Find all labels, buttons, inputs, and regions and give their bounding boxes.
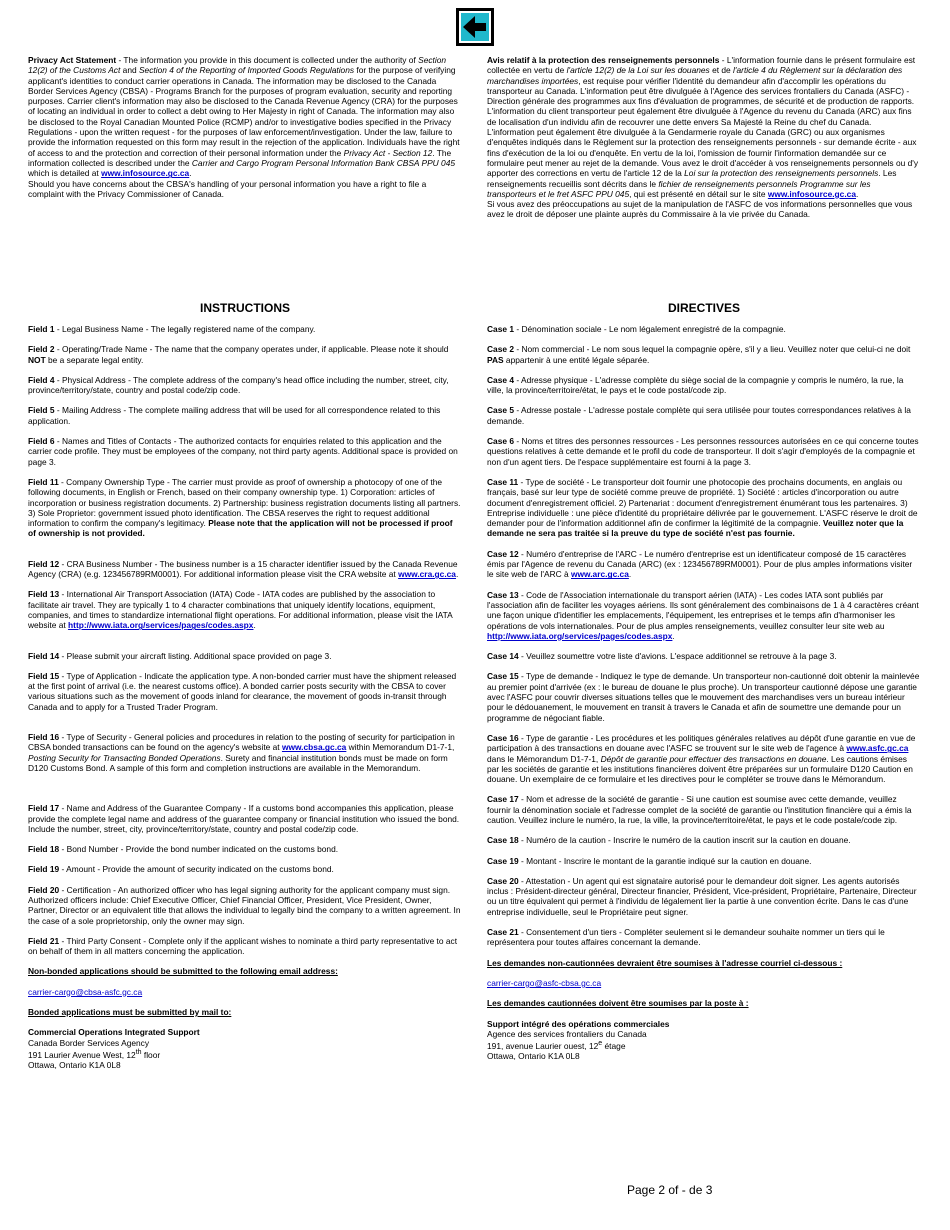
field-label: Case 15 [487, 671, 519, 682]
submission-email-entry [28, 987, 462, 997]
field-label: Field 16 [28, 732, 60, 743]
field-1-entry [487, 324, 921, 334]
privacy-text: . [855, 188, 859, 199]
field-text: - Nom commercial - Le nom sous lequel la compagnie opère, s'il y a lieu. Veuillez noter que celui-ci ne doit [514, 344, 911, 355]
field-label: Case 13 [487, 589, 519, 600]
field-label: Field 12 [28, 558, 60, 569]
field-text: - Please submit your aircraft listing. Additional space provided on page 3. [59, 650, 332, 661]
field-label: Case 6 [487, 436, 515, 447]
field-18-entry [487, 835, 921, 845]
field-text: . Les cautions émises par les sociétés de garantie et les institutions financières doivent être préparées sur un formulaire D120 Caution en douane. Un exemplaire de ce formulaire et les directives pour le compléter se trouve dans le Mémorandum. [487, 753, 913, 785]
field-16-entry [487, 733, 921, 784]
field-label: Field 6 [28, 436, 55, 447]
field-15-entry [28, 671, 462, 712]
field-label: Field 14 [28, 650, 60, 661]
field-20-entry [28, 885, 462, 926]
field-label: Field 18 [28, 844, 60, 855]
field-label: Field 15 [28, 670, 60, 681]
privacy-title: Privacy Act Statement [28, 55, 117, 65]
privacy-citation: Carrier and Cargo Program Personal Information Bank CBSA PPU 045 [191, 157, 456, 168]
field-4-entry [28, 375, 462, 396]
field-label: Case 16 [487, 732, 519, 743]
field-label: Case 2 [487, 344, 515, 355]
field-text: - Dénomination sociale - Le nom légalement enregistré de la compagnie. [514, 324, 786, 334]
field-text: - Name and Address of the Guarantee Company - If a customs bond accompanies this application, please provide the complete legal name and address of the guarantee company or financial institution who issued the bond. Include the number, street, city, province/territory/state, country and postal code/zip code. [28, 803, 460, 834]
field-text: . Surety and financial institution bonds must be made on form D120 Customs Bond. A sample of this form and completion instructions are available in the Memorandum. [28, 752, 448, 773]
instructions-heading: INSTRUCTIONS [200, 301, 290, 315]
field-1-entry [28, 324, 462, 334]
address-line: Agence des services frontaliers du Canada [487, 1028, 647, 1039]
privacy-text: et de [709, 65, 734, 76]
field-text: . [628, 569, 632, 580]
field-text: . [253, 620, 256, 631]
privacy-text: , est requise pour vérifier l'identité du demandeur afin d'accomplir les opérations du transporteur au Canada. L'information peut être divulguée à l'Agence des services frontaliers du Canada (ASFC) - Direction générale des programmes aux fins d'évaluation de programmes, de sécurité et de production de rapports. L'information du client transporteur peut également être divulguée à l'Agence du revenu du Canada (ARC) aux fins de localisation d'un individu afin de recouvrer une dette envers Sa Majesté la Reine du chef du Canada. L'information peut également être divulguée à la Gendarmerie royale du Canada (GRC) ou aux organismes d'enquêtes indiqués dans le Règlement sur la protection des renseignements personnels - sur demande écrite - aux fins d'exécution de la loi ou d'enquête. En vertu de la loi, l'omission de fournir l'information demandée sur ce formulaire peut mener au rejet de la demande. Vous avez le droit d'accéder à vos renseignements personnels ou d'y apporter des corrections en vertu de l'article 12 de la [487, 75, 919, 179]
field-21-entry [487, 927, 921, 948]
iata-link[interactable]: http://www.iata.org/services/pages/codes.aspx [68, 620, 254, 631]
mailing-address [487, 1019, 921, 1062]
page-number: Page 2 of - de 3 [627, 1183, 713, 1197]
privacy-citation: Section 12(2) of the Customs Act [28, 55, 447, 76]
mailing-address [28, 1027, 462, 1070]
field-text: - Type de société - Le transporteur doit fournir une photocopie des prochains documents, en anglais ou français, basé sur leur type de société comme preuve de propriété. 1) Société : articles d'incorporation ou autre document d'enregistrement officiel. 2) Partenariat : document d'enregistrement énumérant tous les partenaires. 3) Entreprise individuelle : une pièce d'identité du propriétaire délivrée par le gouvernement. L'ASFC réserve le droit de demander pour de l'information additionnel afin de confirmer la légitimité de la compagnie. [487, 476, 918, 529]
field-12-entry [28, 559, 462, 580]
bonded-heading: Bonded applications must be submitted by mail to: [28, 1007, 232, 1018]
arrow-left-icon [462, 14, 488, 40]
address-line: Ottawa, Ontario K1A 0L8 [28, 1060, 121, 1071]
field-text: - Attestation - Un agent qui est signataire autorisé pour le demandeur doit signer. Les agents autorisés inclus : Président-directeur général, Directeur financier, Président, Vice-président, Propriétaire, Partenaire, Directeur ou un titre équivalent qui permet à l'individu de légalement lier la partie à une convention écrite. Dans le cas d'une entreprise individuelle, seul le Propriétaire peut signer. [487, 875, 917, 917]
field-text: - Operating/Trade Name - The name that the company operates under, if applicable. Please note it should [54, 344, 449, 355]
field-text: be a separate legal entity. [45, 354, 144, 365]
field-text: - Physical Address - The complete address of the company's head office including the number, street, city, province/territory/state, country and postal code/zip code. [28, 374, 449, 396]
field-21-entry [28, 936, 462, 957]
field-label: Field 17 [28, 803, 60, 814]
field-text: - Type de demande - Indiquez le type de demande. Un transporteur non-cautionné doit obtenir la mainlevée au premier point d'arrivée (ex : le bureau de douane le plus proche). Un transporteur cautionné dépose une garantie avec l'ASFC pour couvrir diverses situations telles que le mouvement des marchandises vers un bureau intérieur pour le dédouanement, le mouvement en transit à travers le Canada et afin de soumettre une demande pour un programme de négociant fiable. [487, 671, 920, 723]
field-17-entry [487, 794, 921, 825]
field-text: - Type de garantie - Les procédures et les politiques générales relatives au dépôt d'une garantie en vue de participation à des transactions en douane avec l'ASFC se trouvent sur le site web de l'agence à [487, 732, 916, 754]
address-line: floor [141, 1049, 161, 1060]
field-label: Case 5 [487, 405, 515, 416]
field-label: Case 4 [487, 374, 515, 385]
field-11-entry [28, 477, 462, 539]
privacy-complaint: Si vous avez des préoccupations au sujet de la manipulation de l'ASFC de vos informations personnelles que vous avez le droit de déposer une plainte auprès du Commissaire à la vie privée du Canada. [487, 199, 913, 220]
privacy-text: . The information collected is described under the [28, 147, 452, 168]
privacy-citation: l'article 12(2) de la Loi sur les douanes [566, 65, 710, 76]
privacy-citation: fichier de renseignements personnels Programme sur les transporteurs et le fret ASFC PPU 045 [487, 178, 871, 199]
field-emphasis: NOT [28, 354, 46, 365]
memorandum-title: Posting Security for Transacting Bonded Operations [28, 752, 221, 763]
back-button-face [461, 13, 489, 41]
field-text: within Memorandum D1-7-1, [346, 742, 455, 753]
field-text: dans le Mémorandum D1-7-1, [487, 753, 601, 764]
privacy-citation: Privacy Act - Section 12 [343, 147, 433, 158]
field-label: Field 21 [28, 935, 60, 946]
field-13-entry [28, 589, 462, 630]
infosource-link[interactable]: www.infosource.gc.ca [101, 168, 190, 179]
address-name: Support intégré des opérations commerciales [487, 1018, 670, 1029]
privacy-text: and [120, 65, 139, 76]
instructions-en [28, 324, 462, 1070]
privacy-citation: Section 4 of the Reporting of Imported Goods Regulations [138, 65, 355, 76]
field-label: Case 18 [487, 835, 519, 846]
address-line: étage [602, 1040, 626, 1051]
field-label: Case 17 [487, 794, 519, 805]
field-text: - Bond Number - Provide the bond number indicated on the customs bond. [59, 844, 339, 855]
field-4-entry [487, 375, 921, 396]
field-text: - CRA Business Number - The business number is a 15 character identifier issued by the Canada Revenue Agency (CRA) (e.g. 123456789RM0001). For additional information please visit the CRA website at [28, 558, 458, 580]
field-20-entry [487, 876, 921, 917]
nonbonded-heading: Les demandes non-cautionnées devraient être soumises à l'adresse courriel ci-dessous : [487, 957, 843, 968]
field-label: Case 20 [487, 875, 519, 886]
privacy-complaint: Should you have concerns about the CBSA's handling of your personal information you have a right to file a complaint with the Privacy Commissioner of Canada. [28, 178, 427, 199]
privacy-text: . Les renseignements recueillis sont décrits dans le [487, 168, 897, 189]
field-6-entry [28, 436, 462, 467]
privacy-statement-en [28, 55, 462, 199]
bonded-heading: Les demandes cautionnées doivent être soumises par la poste à : [487, 998, 749, 1009]
field-emphasis: Veuillez noter que la demande ne sera pas traitée si la preuve du type de société n'est pas fournie. [487, 518, 904, 539]
field-text: - Numéro de la caution - Inscrire le numéro de la caution inscrit sur la caution en douane. [518, 835, 851, 846]
memorandum-title: Dépôt de garantie pour effectuer des transactions en douane [600, 753, 827, 764]
field-2-entry [487, 344, 921, 365]
instructions-fr [487, 324, 921, 1062]
field-5-entry [28, 405, 462, 426]
field-16-entry [28, 732, 462, 773]
field-label: Field 4 [28, 374, 55, 385]
submission-email-link[interactable]: carrier-cargo@cbsa-asfc.gc.ca [28, 986, 143, 997]
iata-link[interactable]: http://www.iata.org/services/pages/codes.aspx [487, 630, 673, 641]
address-line: 191, avenue Laurier ouest, 12 [487, 1040, 599, 1051]
field-text: - Third Party Consent - Complete only if the applicant wishes to nominate a third party representative to act on behalf of them in all matters concerning the application. [28, 935, 458, 957]
field-11-entry [487, 477, 921, 539]
field-label: Field 5 [28, 405, 55, 416]
field-text: - Type of Security - General policies and procedures in relation to the posting of security for participation in CBSA bonded transactions can be found on the agency's website at [28, 732, 455, 753]
field-text: - Consentement d'un tiers - Compléter seulement si le demandeur souhaite nommer un tiers qui le représentera pour toutes affaires concernant la demande. [487, 927, 885, 948]
field-text: - Numéro d'entreprise de l'ARC - Le numéro d'entreprise est un identificateur composé de 15 caractères émis par l'Agence de revenu du Canada (ARC) (ex : 123456789RM0001). Pour de plus amples informations visiter le site web de l'ARC à [487, 548, 913, 580]
address-superscript: e [598, 1040, 603, 1048]
privacy-title: Avis relatif à la protection des renseignements personnels [487, 55, 720, 65]
field-text: - Certification - An authorized officer who has legal signing authority for the applicant company must sign. Authorized officers include: Chief Executive Officer, Chief Financial Officer, President, Vice President, Owner, Partner, Director or an equivalent title that allows the individual to legally bind the company to a written agreement. In the case of a sole proprietorship, only the owner may sign. [28, 884, 461, 926]
privacy-citation: l'article 4 du Règlement sur la déclaration des marchandises importées [487, 65, 903, 86]
field-text: - Names and Titles of Contacts - The authorized contacts for enquiries related to this application and the carrier code profile. They must be employees of the company, not third party agents. Additional space is provided on page 3. [28, 436, 458, 467]
field-2-entry [28, 344, 462, 365]
field-label: Field 11 [28, 476, 59, 487]
address-line: Ottawa, Ontario K1A 0L8 [487, 1051, 580, 1062]
nonbonded-heading: Non-bonded applications should be submitted to the following email address: [28, 966, 338, 977]
field-label: Case 1 [487, 324, 515, 334]
field-14-entry [28, 651, 462, 661]
privacy-statement-fr [487, 55, 921, 220]
submission-email-link[interactable]: carrier-cargo@asfc-cbsa.gc.ca [487, 977, 602, 988]
field-label: Field 19 [28, 864, 60, 875]
field-text: - Montant - Inscrire le montant de la garantie indiqué sur la caution en douane. [518, 855, 812, 866]
infosource-link[interactable]: www.infosource.gc.ca [767, 188, 856, 199]
back-button[interactable] [456, 8, 494, 46]
address-name: Commercial Operations Integrated Support [28, 1027, 200, 1038]
privacy-text: - L'information fournie dans le présent formulaire est collectée en vertu de [487, 55, 916, 76]
field-text: - Amount - Provide the amount of security indicated on the customs bond. [59, 864, 334, 875]
field-label: Case 12 [487, 548, 519, 559]
field-text: . [672, 630, 675, 641]
field-text: - Adresse physique - L'adresse complète du siège social de la compagnie y compris le numéro, la rue, la ville, la province/territoire/état, le pays et le code postal/code zip. [487, 374, 904, 396]
submission-email-entry [487, 978, 921, 988]
field-text: - Noms et titres des personnes ressources - Les personnes ressources autorisées en ce qui concerne toutes questions relatives à cette demande et le profil du code de transporteur. Il doit s'agir d'employés de la compagnie et non d'un agent tiers. De l'espace supplémentaire est fourni à la page 3. [487, 436, 919, 467]
field-17-entry [28, 803, 462, 834]
field-text: - Legal Business Name - The legally registered name of the company. [54, 324, 316, 334]
field-text: appartenir à une entité légale séparée. [503, 354, 650, 365]
field-text: - International Air Transport Association (IATA) Code - IATA codes are published by the association to facilitate air travel. They are typically 1 to 4 character combinations that uniquely identify locations, equipment, companies, and times to standardize international flight operations. For additional information, please visit the IATA website at [28, 589, 453, 631]
field-6-entry [487, 436, 921, 467]
field-label: Field 13 [28, 589, 60, 600]
address-line: Canada Border Services Agency [28, 1037, 150, 1048]
field-text: - Code de l'Association internationale du transport aérien (IATA) - Les codes IATA sont publiés par l'association afin de faciliter les voyages aériens. Ils sont généralement des combinaisons de 1 à 4 caractères créant une façon unique d'identifier les emplacements, l'équipement, les entreprises et le temps afin d'harmoniser les opérations de vols internationales. Pour de plus amples renseignements, veuillez consulter leur site web au [487, 589, 919, 631]
field-label: Field 1 [28, 324, 55, 334]
cbsa-link[interactable]: www.cbsa.gc.ca [281, 742, 347, 753]
field-18-entry [28, 844, 462, 854]
field-19-entry [28, 864, 462, 874]
field-emphasis: Please note that the application will not be processed if proof of ownership is not provided. [28, 518, 453, 539]
field-12-entry [487, 549, 921, 580]
privacy-text: . [189, 168, 192, 179]
directives-heading: DIRECTIVES [667, 301, 740, 315]
asfc-link[interactable]: www.asfc.gc.ca [846, 743, 909, 754]
field-label: Case 19 [487, 855, 519, 866]
field-emphasis: PAS [487, 354, 504, 365]
privacy-text: for the purpose of verifying applicant's identities to conduct carrier operations in Canada. The information may be disclosed to the Canada Border Services Agency (CBSA) - Programs Branch for the purposes of program evaluation, security and reporting purposes. Carrier client's information may also be disclosed to the Canada Revenue Agency (CRA) for the purposes of locating an individual in order to collect a debt owing to Her Majesty in right of Canada. The information may also be disclosed to the Royal Canadian Mounted Police (RCMP) and/or to investigative bodies specified in the Privacy Regulations - upon the written request - for the purposes of law enforcement/investigation. Under the law, failure to provide the information requested on this form may result in the rejection of the application. Individuals have the right of access to and the protection and correction of their personal information under the [28, 65, 460, 158]
arc-link[interactable]: www.arc.gc.ca [571, 569, 629, 580]
field-text: - Nom et adresse de la société de garantie - Si une caution est soumise avec cette demande, veuillez fournir la dénomination sociale et l'adresse complet de la société de garantie ou l'institution financière qui a émis la caution. Veuillez inclure le numéro, la rue, la ville, la province/territoire/état, le pays et le code postale/code zip. [487, 794, 912, 825]
field-text: - Type of Application - Indicate the application type. A non-bonded carrier must have the shipment released at the first point of arrival (i.e. the nearest customs office). A bonded carrier posts security with the CBSA to cover various situations such as the movement of goods inland for clearance, the movement of goods in-transit through Canada and to apply for a Trusted Trader Program. [28, 670, 457, 712]
address-superscript: th [135, 1048, 142, 1056]
privacy-text: which is detailed at [28, 168, 102, 179]
field-15-entry [487, 671, 921, 722]
privacy-text: - The information you provide in this document is collected under the authority of [116, 55, 419, 65]
field-14-entry [487, 651, 921, 661]
field-label: Case 21 [487, 927, 519, 938]
field-text: - Veuillez soumettre votre liste d'avions. L'espace additionnel se retrouve à la page 3. [518, 651, 837, 662]
address-line: 191 Laurier Avenue West, 12 [28, 1049, 136, 1060]
field-label: Field 20 [28, 884, 60, 895]
field-label: Field 2 [28, 344, 55, 355]
privacy-citation: Loi sur la protection des renseignements personnels [684, 168, 879, 179]
field-19-entry [487, 856, 921, 866]
field-text: - Company Ownership Type - The carrier must provide as proof of ownership a photocopy of one of the following documents, in English or French, based on their company ownership type. 1) Corporation: articles of incorporation or business registration documents. 2) Partnership: business registration documents listing all partners. 3) Sole Proprietor: government issued photo identification. The CBSA reserves the right to request additional information to confirm the company's legitimacy. [28, 476, 461, 529]
field-label: Case 14 [487, 651, 519, 662]
field-5-entry [487, 405, 921, 426]
field-label: Case 11 [487, 476, 519, 487]
field-text: . [455, 569, 459, 580]
cra-link[interactable]: www.cra.gc.ca [398, 569, 456, 580]
privacy-text: , qui est présenté en détail sur le site [629, 188, 768, 199]
field-13-entry [487, 590, 921, 641]
field-text: - Adresse postale - L'adresse postale complète qui sera utilisée pour toutes correspondances relatives à la demande. [487, 405, 911, 426]
field-text: - Mailing Address - The complete mailing address that will be used for all correspondence related to this application. [28, 405, 441, 426]
